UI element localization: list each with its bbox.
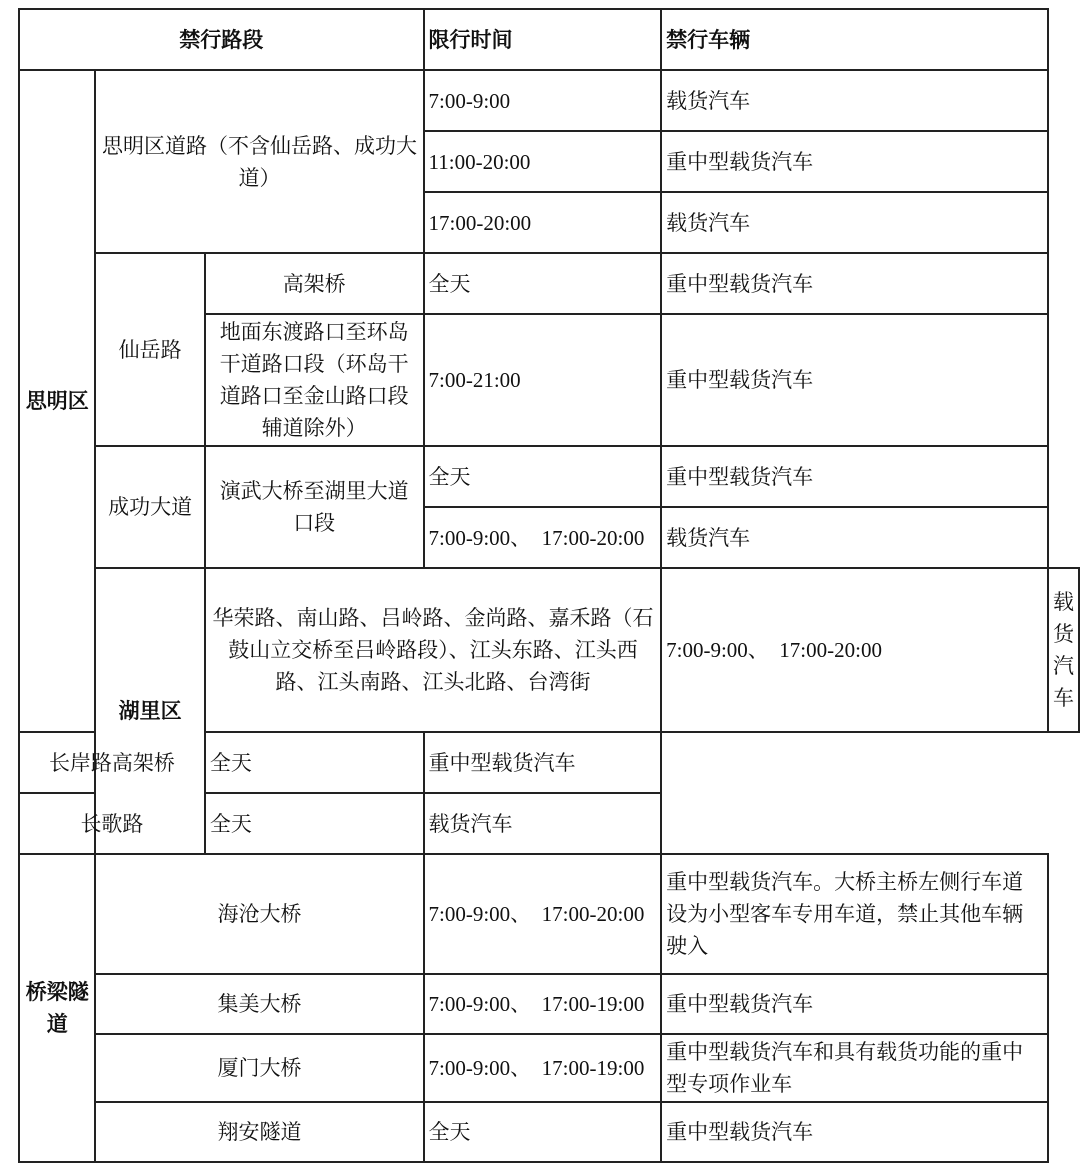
vehicle-cell: 重中型载货汽车 — [661, 1102, 1048, 1162]
road-changge: 长歌路 — [19, 793, 205, 854]
road-xiamen-bridge: 厦门大桥 — [95, 1034, 423, 1102]
vehicle-cell: 重中型载货汽车 — [661, 446, 1048, 507]
vehicle-cell: 载货汽车 — [1048, 568, 1079, 732]
table-row — [19, 253, 1079, 314]
time-cell: 全天 — [424, 446, 662, 507]
header-vehicle: 禁行车辆 — [661, 9, 1048, 70]
time-cell: 17:00-20:00 — [424, 192, 662, 253]
header-road: 禁行路段 — [19, 9, 424, 70]
vehicle-cell: 重中型载货汽车。大桥主桥左侧行车道设为小型客车专用车道，禁止其他车辆驶入 — [661, 854, 1048, 974]
road-huli-roads: 华荣路、南山路、吕岭路、金尚路、嘉禾路（石鼓山立交桥至吕岭路段）、江头东路、江头西路、江头南路、江头北路、台湾街 — [205, 568, 661, 732]
time-cell: 7:00-9:00、 17:00-20:00 — [424, 507, 662, 568]
vehicle-cell: 重中型载货汽车和具有载货功能的重中型专项作业车 — [661, 1034, 1048, 1102]
table-row — [19, 568, 1079, 732]
segment-chenggong: 演武大桥至湖里大道口段 — [205, 446, 424, 568]
road-changan-viaduct: 长岸路高架桥 — [19, 732, 205, 793]
vehicle-cell: 载货汽车 — [424, 793, 662, 854]
road-haicang-bridge: 海沧大桥 — [95, 854, 423, 974]
time-cell: 7:00-9:00、 17:00-19:00 — [424, 974, 662, 1034]
time-cell: 7:00-21:00 — [424, 314, 662, 446]
traffic-restriction-table — [18, 8, 1080, 1163]
vehicle-cell: 重中型载货汽车 — [661, 253, 1048, 314]
road-chenggong: 成功大道 — [95, 446, 204, 568]
table-row — [19, 732, 1079, 793]
vehicle-cell: 载货汽车 — [661, 507, 1048, 568]
road-xianyue: 仙岳路 — [95, 253, 204, 446]
time-cell: 全天 — [205, 793, 424, 854]
district-siming: 思明区 — [19, 70, 95, 732]
vehicle-cell: 载货汽车 — [661, 192, 1048, 253]
district-bridges-tunnels: 桥梁隧道 — [19, 854, 95, 1162]
header-row — [19, 9, 1079, 70]
table-row — [19, 1034, 1079, 1102]
table-row — [19, 70, 1079, 131]
time-cell: 7:00-9:00、 17:00-20:00 — [661, 568, 1048, 732]
time-cell: 7:00-9:00、 17:00-19:00 — [424, 1034, 662, 1102]
time-cell: 11:00-20:00 — [424, 131, 662, 192]
table-row — [19, 446, 1079, 507]
table-row — [19, 1102, 1079, 1162]
table-row — [19, 974, 1079, 1034]
road-siming-district-roads: 思明区道路（不含仙岳路、成功大道） — [95, 70, 423, 253]
time-cell: 全天 — [205, 732, 424, 793]
segment-xianyue-ground: 地面东渡路口至环岛干道路口段（环岛干道路口至金山路口段辅道除外） — [205, 314, 424, 446]
vehicle-cell: 载货汽车 — [661, 70, 1048, 131]
road-jimei-bridge: 集美大桥 — [95, 974, 423, 1034]
table-row — [19, 854, 1079, 974]
vehicle-cell: 重中型载货汽车 — [661, 131, 1048, 192]
district-huli: 湖里区 — [95, 568, 204, 854]
segment-xianyue-viaduct: 高架桥 — [205, 253, 424, 314]
vehicle-cell: 重中型载货汽车 — [661, 974, 1048, 1034]
vehicle-cell: 重中型载货汽车 — [661, 314, 1048, 446]
time-cell: 全天 — [424, 253, 662, 314]
time-cell: 7:00-9:00、 17:00-20:00 — [424, 854, 662, 974]
header-time: 限行时间 — [424, 9, 662, 70]
time-cell: 7:00-9:00 — [424, 70, 662, 131]
vehicle-cell: 重中型载货汽车 — [424, 732, 662, 793]
time-cell: 全天 — [424, 1102, 662, 1162]
road-xiangan-tunnel: 翔安隧道 — [95, 1102, 423, 1162]
table-row — [19, 793, 1079, 854]
